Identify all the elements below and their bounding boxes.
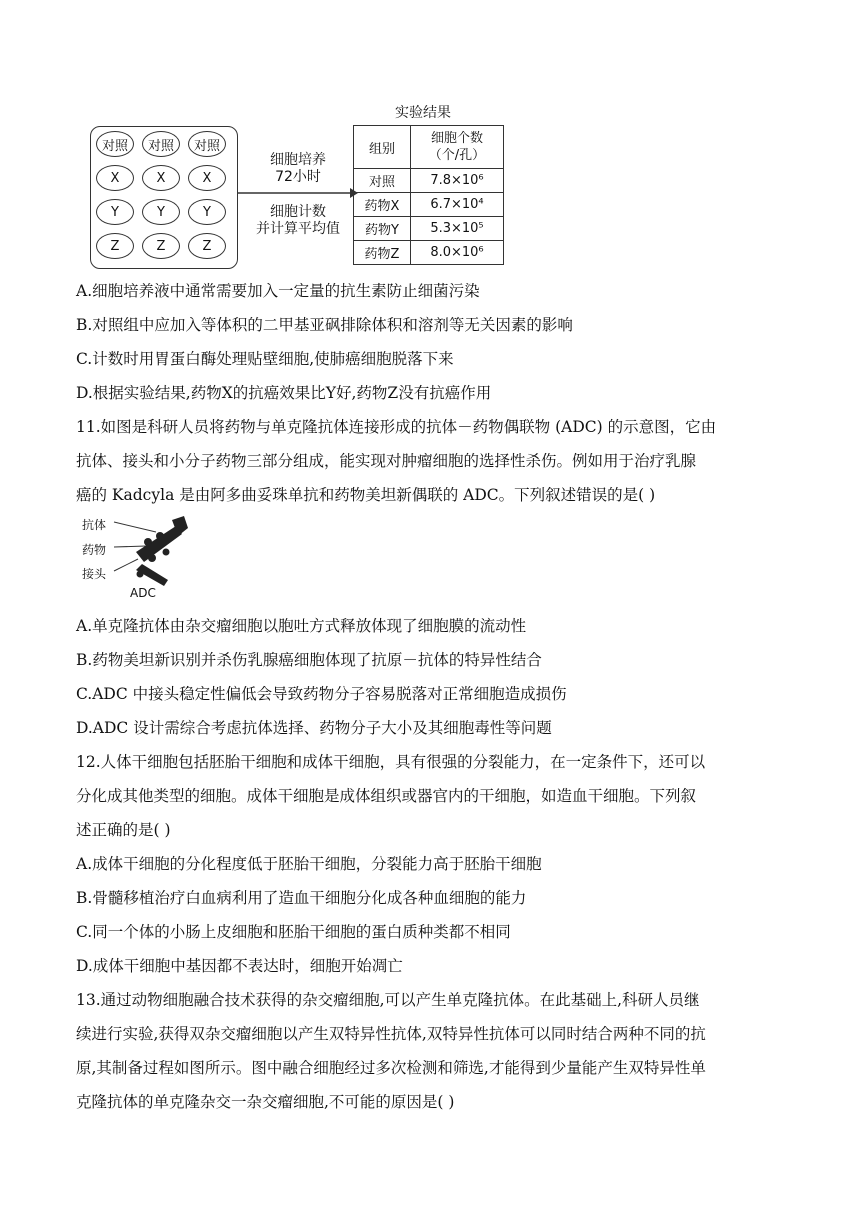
well: Y (188, 199, 226, 225)
well: 对照 (188, 131, 226, 157)
q10-option-a: A.细胞培养液中通常需要加入一定量的抗生素防止细菌污染 (76, 282, 480, 300)
well: X (142, 165, 180, 191)
q11-stem-line: 抗体、接头和小分子药物三部分组成，能实现对肿瘤细胞的选择性杀伤。例如用于治疗乳腺 (76, 452, 697, 470)
table-cell: 5.3×10⁵ (411, 217, 504, 241)
well: Y (142, 199, 180, 225)
adc-caption: ADC (130, 586, 156, 600)
well: Y (96, 199, 134, 225)
table-row (354, 193, 504, 217)
table-cell: 6.7×10⁴ (411, 193, 504, 217)
arrow-icon (238, 185, 358, 201)
result-title: 实验结果 (395, 105, 451, 121)
well: X (96, 165, 134, 191)
adc-label-drug: 药物 (82, 543, 107, 557)
q12-stem-line: 12.人体干细胞包括胚胎干细胞和成体干细胞，具有很强的分裂能力，在一定条件下，还可以 (76, 753, 706, 771)
q10-option-b: B.对照组中应加入等体积的二甲基亚砜排除体积和溶剂等无关因素的影响 (76, 316, 573, 334)
well: Z (188, 233, 226, 259)
well: Z (142, 233, 180, 259)
table-header-cell: 组别 (354, 126, 411, 169)
q12-option-b: B.骨髓移植治疗白血病利用了造血干细胞分化成各种血细胞的能力 (76, 889, 527, 907)
arrow-text-line: 并计算平均值 (256, 221, 340, 237)
q11-option-c: C.ADC 中接头稳定性偏低会导致药物分子容易脱落对正常细胞造成损伤 (76, 685, 567, 703)
table-row (354, 241, 504, 265)
q13-stem-line: 原,其制备过程如图所示。图中融合细胞经过多次检测和筛选,才能得到少量能产生双特异性单 (76, 1059, 706, 1077)
table-cell: 7.8×10⁶ (411, 169, 504, 193)
q10-option-c: C.计数时用胃蛋白酶处理贴壁细胞,使肺癌细胞脱落下来 (76, 350, 454, 368)
well: 对照 (142, 131, 180, 157)
q10-option-d: D.根据实验结果,药物X的抗癌效果比Y好,药物Z没有抗癌作用 (76, 384, 492, 402)
q11-option-d: D.ADC 设计需综合考虑抗体选择、药物分子大小及其细胞毒性等问题 (76, 719, 552, 737)
q11-stem-line: 11.如图是科研人员将药物与单克隆抗体连接形成的抗体－药物偶联物 (ADC) 的示意图，它由 (76, 418, 717, 436)
arrow-text-line: 细胞计数 (270, 204, 326, 220)
table-cell: 对照 (354, 169, 411, 193)
table-cell: 8.0×10⁶ (411, 241, 504, 265)
arrow-text-line: 细胞培养 (270, 152, 326, 168)
table-header-row (354, 126, 504, 169)
q11-option-a: A.单克隆抗体由杂交瘤细胞以胞吐方式释放体现了细胞膜的流动性 (76, 617, 527, 635)
q12-stem-line: 分化成其他类型的细胞。成体干细胞是成体组织或器官内的干细胞，如造血干细胞。下列叙 (76, 787, 697, 805)
q12-option-a: A.成体干细胞的分化程度低于胚胎干细胞，分裂能力高于胚胎干细胞 (76, 855, 542, 873)
well: X (188, 165, 226, 191)
adc-diagram (108, 514, 194, 586)
arrow-text-line: 72小时 (275, 169, 321, 185)
table-cell: 药物Y (354, 217, 411, 241)
adc-label-linker: 接头 (82, 567, 107, 581)
table-header-cell: 细胞个数 （个/孔） (411, 126, 504, 169)
q12-stem-line: 述正确的是( ) (76, 821, 171, 839)
q11-option-b: B.药物美坦新识别并杀伤乳腺癌细胞体现了抗原－抗体的特异性结合 (76, 651, 542, 669)
q13-stem-line: 续进行实验,获得双杂交瘤细胞以产生双特异性抗体,双特异性抗体可以同时结合两种不同的抗 (76, 1025, 706, 1043)
q11-stem-line: 癌的 Kadcyla 是由阿多曲妥珠单抗和药物美坦新偶联的 ADC。下列叙述错误的是( ) (76, 486, 656, 504)
table-row (354, 217, 504, 241)
q13-stem-line: 克隆抗体的单克隆杂交一杂交瘤细胞,不可能的原因是( ) (76, 1093, 455, 1111)
q12-option-d: D.成体干细胞中基因都不表达时，细胞开始凋亡 (76, 957, 403, 975)
well: 对照 (96, 131, 134, 157)
table-cell: 药物X (354, 193, 411, 217)
table-row (354, 169, 504, 193)
result-table (353, 125, 504, 265)
q13-stem-line: 13.通过动物细胞融合技术获得的杂交瘤细胞,可以产生单克隆抗体。在此基础上,科研人员继 (76, 991, 700, 1009)
q12-option-c: C.同一个体的小肠上皮细胞和胚胎干细胞的蛋白质种类都不相同 (76, 923, 511, 941)
table-cell: 药物Z (354, 241, 411, 265)
adc-label-antibody: 抗体 (82, 518, 107, 532)
well: Z (96, 233, 134, 259)
